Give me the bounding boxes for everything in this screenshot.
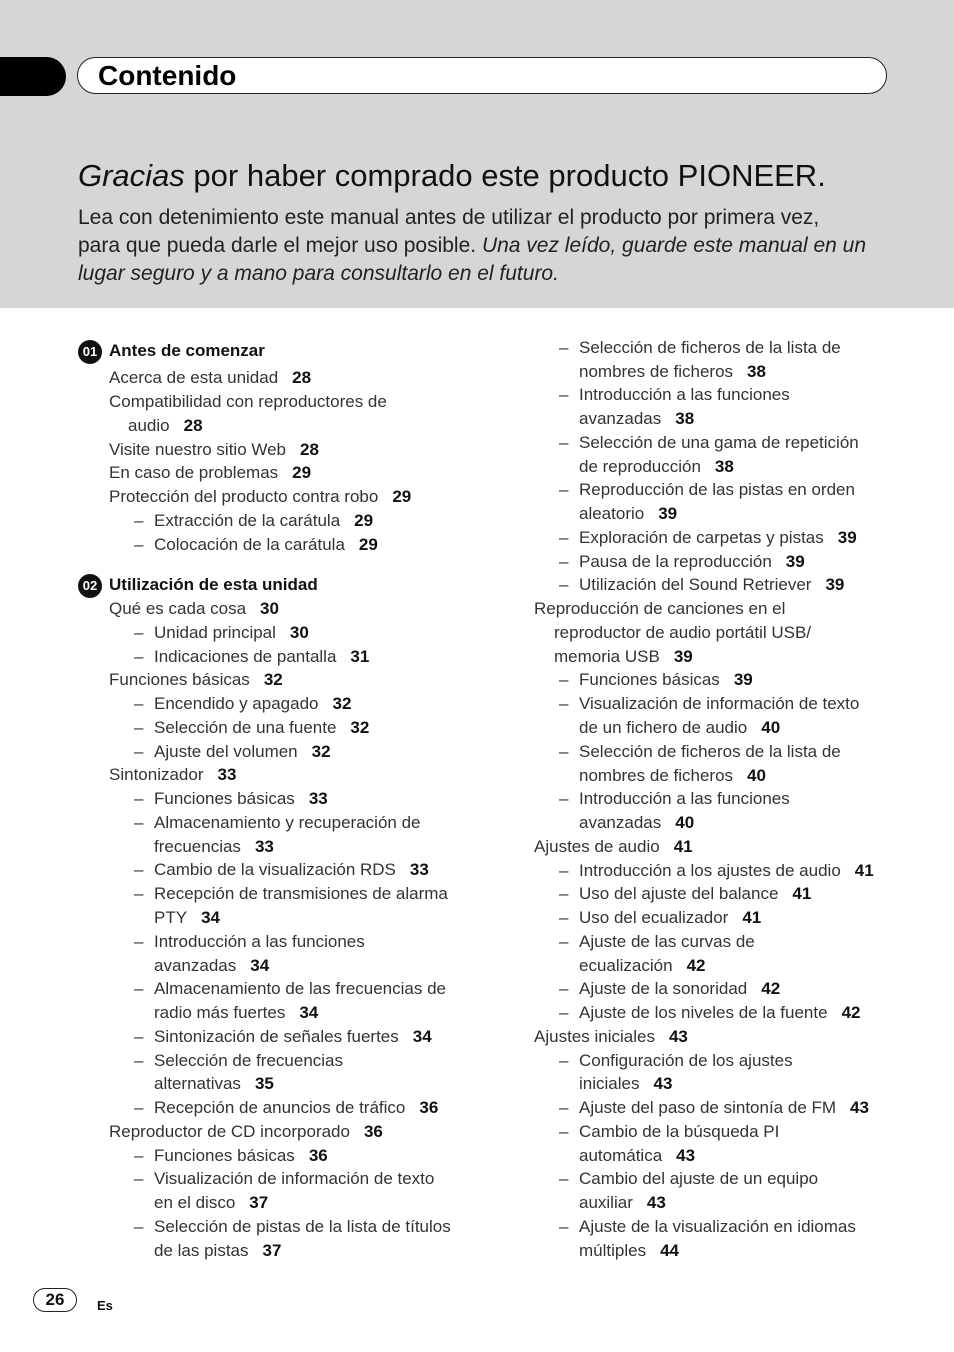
toc-left-entry[interactable] <box>109 765 236 785</box>
toc-left-entry-text: Cambio de la visualización RDS <box>154 860 396 879</box>
toc-left-entry-page: 28 <box>183 416 203 435</box>
toc-left-entry[interactable] <box>154 908 220 928</box>
toc-right-entry-page: 42 <box>761 979 781 998</box>
toc-left-entry[interactable] <box>154 511 373 531</box>
toc-right-entry-page: 38 <box>747 362 766 381</box>
toc-left-dash: – <box>134 1169 144 1188</box>
toc-left-dash: – <box>134 789 144 808</box>
toc-left-entry-page: 37 <box>249 1193 269 1212</box>
toc-left-dash: – <box>134 884 144 903</box>
toc-left-entry-page: 33 <box>254 837 274 856</box>
toc-right-entry-text: Reproducción de canciones en el <box>534 599 786 618</box>
toc-left-entry-text: Selección de frecuencias <box>154 1051 344 1070</box>
toc-right-entry-text: Ajustes iniciales <box>534 1027 655 1046</box>
title-box <box>77 57 887 94</box>
toc-right-entry-text: de reproducción <box>579 457 701 476</box>
section-heading-01: Antes de comenzar <box>109 341 265 360</box>
toc-left-dash: – <box>134 1146 144 1165</box>
toc-left-entry[interactable] <box>154 956 269 976</box>
toc-left-entry[interactable] <box>154 1169 434 1189</box>
toc-right-entry[interactable] <box>579 789 790 809</box>
toc-right-dash: – <box>559 575 569 594</box>
toc-right-entry-text: nombres de ficheros <box>579 362 734 381</box>
toc-right-entry-text: Uso del ajuste del balance <box>579 884 779 903</box>
toc-left-dash: – <box>134 1051 144 1070</box>
intro-line-1: Lea con detenimiento este manual antes de utilizar el producto por primera vez, <box>78 206 820 229</box>
toc-right-entry-text: reproductor de audio portátil USB/ <box>554 623 812 642</box>
toc-left-entry-page: 28 <box>292 368 312 387</box>
toc-right-entry-text: Exploración de carpetas y pistas <box>579 528 824 547</box>
toc-right-entry[interactable] <box>579 1169 818 1189</box>
toc-left-entry-text: frecuencias <box>154 837 241 856</box>
toc-right-entry-text: Funciones básicas <box>579 670 720 689</box>
toc-left-entry-text: Almacenamiento de las frecuencias de <box>154 979 446 998</box>
toc-right-entry-text: Reproducción de las pistas en orden <box>579 480 855 499</box>
toc-right-entry[interactable] <box>579 861 874 881</box>
toc-right-entry-text: avanzadas <box>579 813 662 832</box>
section-badge-02: 02 <box>78 574 102 598</box>
toc-right-entry-text: Ajuste de los niveles de la fuente <box>579 1003 828 1022</box>
toc-right-entry-page: 40 <box>747 766 766 785</box>
toc-right-dash: – <box>559 385 569 404</box>
toc-right-dash: – <box>559 884 569 903</box>
toc-right-dash: – <box>559 338 569 357</box>
toc-left-entry[interactable] <box>154 860 429 880</box>
toc-left-entry[interactable] <box>154 718 369 738</box>
toc-left-entry[interactable] <box>154 837 274 857</box>
toc-right-entry[interactable] <box>579 362 766 382</box>
toc-left-entry-text: PTY <box>154 908 188 927</box>
toc-left-entry-page: 30 <box>260 599 279 618</box>
intro-line-2-italic: Una vez leído, guarde este manual en un <box>481 234 867 257</box>
page-title: Contenido <box>98 60 237 91</box>
toc-left-entry[interactable] <box>154 813 420 833</box>
toc-right-entry-text: Ajuste de la visualización en idiomas <box>579 1217 856 1236</box>
toc-right-entry-text: nombres de ficheros <box>579 766 734 785</box>
toc-left-entry[interactable] <box>154 1074 274 1094</box>
toc-right-dash: – <box>559 670 569 689</box>
toc-right-entry-text: iniciales <box>579 1074 640 1093</box>
toc-left-entry[interactable] <box>154 1051 343 1071</box>
toc-left-dash: – <box>134 813 144 832</box>
toc-left-dash: – <box>134 647 144 666</box>
toc-right-dash: – <box>559 789 569 808</box>
toc-left-entry-text: audio <box>128 416 170 435</box>
toc-right-dash: – <box>559 742 569 761</box>
toc-right-dash: – <box>559 908 569 927</box>
toc-left-entry[interactable] <box>109 599 279 619</box>
toc-right-dash: – <box>559 1217 569 1236</box>
toc-left-entry[interactable] <box>154 979 446 999</box>
toc-right-entry-text: múltiples <box>579 1241 647 1260</box>
language-code: Es <box>97 1298 113 1313</box>
toc-right-entry-page: 39 <box>733 670 753 689</box>
toc-left-entry[interactable] <box>154 535 378 555</box>
toc-right-entry-page: 42 <box>686 956 706 975</box>
toc-right-entry-text: Selección de una gama de repetición <box>579 433 859 452</box>
toc-left-entry-text: Unidad principal <box>154 623 276 642</box>
toc-right-entry-page: 38 <box>675 409 695 428</box>
toc-right-entry-text: Configuración de los ajustes <box>579 1051 793 1070</box>
toc-right-dash: – <box>559 1003 569 1022</box>
toc-left-entry-page: 34 <box>201 908 220 927</box>
toc-right-entry-text: Ajuste de la sonoridad <box>579 979 748 998</box>
toc-right-entry-page: 42 <box>841 1003 861 1022</box>
toc-left-dash: – <box>134 511 144 530</box>
toc-left-entry-page: 33 <box>217 765 237 784</box>
toc-left-dash: – <box>134 718 144 737</box>
toc-right-entry[interactable] <box>534 599 785 619</box>
toc-left-entry-page: 34 <box>299 1003 319 1022</box>
toc-right-entry-page: 44 <box>660 1241 680 1260</box>
toc-right-entry[interactable] <box>579 552 805 572</box>
toc-right-entry-text: Ajustes de audio <box>534 837 660 856</box>
toc-right-entry-page: 41 <box>673 837 693 856</box>
toc-left-entry[interactable] <box>154 694 351 714</box>
toc-right-entry[interactable] <box>534 837 693 857</box>
toc-left-entry[interactable] <box>154 789 328 809</box>
toc-left-entry[interactable] <box>109 670 283 690</box>
toc-right-entry-text: Ajuste de las curvas de <box>579 932 755 951</box>
toc-left-entry-text: Acerca de esta unidad <box>109 368 279 387</box>
toc-right-entry-page: 43 <box>850 1098 869 1117</box>
toc-left-entry-text: avanzadas <box>154 956 237 975</box>
toc-right-dash: – <box>559 528 569 547</box>
toc-left-entry-text: Compatibilidad con reproductores de <box>109 392 387 411</box>
toc-left-entry[interactable] <box>154 1027 432 1047</box>
toc-left-entry-text: radio más fuertes <box>154 1003 286 1022</box>
toc-right-entry-text: Introducción a los ajustes de audio <box>579 861 841 880</box>
toc-right-entry-text: ecualización <box>579 956 673 975</box>
toc-left-entry[interactable] <box>109 463 311 483</box>
toc-right-entry[interactable] <box>579 504 677 524</box>
toc-right-entry-page: 41 <box>792 884 812 903</box>
toc-right-entry[interactable] <box>579 1074 672 1094</box>
toc-left-entry-text: Visualización de información de texto <box>154 1169 435 1188</box>
toc-left-entry-page: 35 <box>254 1074 274 1093</box>
headline <box>78 158 826 194</box>
toc-right-entry-page: 40 <box>761 718 781 737</box>
toc-right-entry[interactable] <box>579 1146 695 1166</box>
toc-right-entry[interactable] <box>579 1241 679 1261</box>
toc-left-entry-page: 29 <box>392 487 412 506</box>
toc-left-dash: – <box>134 932 144 951</box>
toc-right-entry[interactable] <box>579 742 841 762</box>
headline-rest: por haber comprado este producto PIONEER. <box>184 158 826 193</box>
toc-left-entry-page: 29 <box>354 511 374 530</box>
toc-left-entry[interactable] <box>154 1146 328 1166</box>
toc-right-entry[interactable] <box>579 1051 793 1071</box>
toc-right-entry[interactable] <box>579 718 780 738</box>
toc-right-entry[interactable] <box>579 1122 779 1142</box>
toc-right-entry[interactable] <box>579 1003 860 1023</box>
toc-right-entry-page: 41 <box>854 861 874 880</box>
toc-left-entry-page: 34 <box>412 1027 432 1046</box>
toc-left-entry-text: Indicaciones de pantalla <box>154 647 337 666</box>
toc-left-entry[interactable] <box>154 932 365 952</box>
toc-left-entry-text: Colocación de la carátula <box>154 535 345 554</box>
toc-right-entry-text: Cambio de la búsqueda PI <box>579 1122 780 1141</box>
toc-right-entry[interactable] <box>579 385 790 405</box>
toc-right-entry-text: aleatorio <box>579 504 645 523</box>
toc-right-entry[interactable] <box>579 694 859 714</box>
toc-left-entry-page: 33 <box>409 860 429 879</box>
toc-right-entry[interactable] <box>579 1098 869 1118</box>
toc-left-entry-page: 37 <box>262 1241 282 1260</box>
toc-left-entry-text: Qué es cada cosa <box>109 599 247 618</box>
toc-right-entry-text: Ajuste del paso de sintonía de FM <box>579 1098 837 1117</box>
toc-right-entry[interactable] <box>579 409 694 429</box>
toc-right-entry[interactable] <box>579 766 766 786</box>
toc-right-entry[interactable] <box>554 647 693 667</box>
toc-left-entry-page: 32 <box>311 742 331 761</box>
toc-right-entry[interactable] <box>579 480 855 500</box>
toc-left-entry[interactable] <box>154 884 448 904</box>
toc-right-entry-text: Visualización de información de texto <box>579 694 860 713</box>
toc-right-entry[interactable] <box>534 1027 688 1047</box>
toc-right-entry[interactable] <box>579 908 761 928</box>
toc-left-entry[interactable] <box>154 1217 451 1237</box>
toc-left-entry-text: alternativas <box>154 1074 241 1093</box>
toc-right-entry-page: 39 <box>785 552 805 571</box>
toc-left-entry-text: Sintonización de señales fuertes <box>154 1027 399 1046</box>
toc-right-entry-page: 38 <box>714 457 734 476</box>
toc-right-dash: – <box>559 1098 569 1117</box>
toc-left-entry[interactable] <box>109 440 319 460</box>
toc-right-entry-page: 43 <box>668 1027 688 1046</box>
toc-left-entry-page: 30 <box>289 623 309 642</box>
toc-right-dash: – <box>559 694 569 713</box>
toc-right-entry[interactable] <box>579 457 734 477</box>
toc-left-entry-text: Recepción de transmisiones de alarma <box>154 884 448 903</box>
toc-right-entry[interactable] <box>554 623 811 643</box>
toc-right-entry-text: Pausa de la reproducción <box>579 552 772 571</box>
toc-left-entry-text: En caso de problemas <box>109 463 279 482</box>
toc-left-entry[interactable] <box>154 1003 318 1023</box>
toc-left-entry-text: Almacenamiento y recuperación de <box>154 813 421 832</box>
toc-left-entry-page: 36 <box>363 1122 383 1141</box>
page-number: 26 <box>33 1288 77 1312</box>
toc-left-entry-text: Protección del producto contra robo <box>109 487 379 506</box>
toc-left-entry-text: Recepción de anuncios de tráfico <box>154 1098 406 1117</box>
headline-emphasis: Gracias <box>78 158 185 193</box>
toc-right-entry[interactable] <box>579 1217 856 1237</box>
toc-right-entry[interactable] <box>579 338 841 358</box>
toc-right-entry-text: Utilización del Sound Retriever <box>579 575 812 594</box>
toc-left-entry-text: Funciones básicas <box>109 670 250 689</box>
toc-left-entry-text: Selección de una fuente <box>154 718 337 737</box>
toc-right-dash: – <box>559 1051 569 1070</box>
toc-left-entry-text: Funciones básicas <box>154 789 295 808</box>
toc-right-entry[interactable] <box>579 575 844 595</box>
intro-line-3: lugar seguro y a mano para consultarlo en el futuro. <box>78 262 559 285</box>
toc-right-dash: – <box>559 932 569 951</box>
toc-left-dash: – <box>134 1027 144 1046</box>
toc-left-entry-page: 32 <box>332 694 352 713</box>
intro-line-2: para que pueda darle el mejor uso posible. <box>78 234 482 257</box>
toc-right-entry[interactable] <box>579 813 694 833</box>
toc-left-dash: – <box>134 535 144 554</box>
toc-left-entry-text: Extracción de la carátula <box>154 511 341 530</box>
toc-right-entry-page: 39 <box>673 647 693 666</box>
toc-right-entry[interactable] <box>579 932 755 952</box>
toc-left-entry[interactable] <box>154 623 309 643</box>
toc-left-dash: – <box>134 979 144 998</box>
toc-right-entry-text: Uso del ecualizador <box>579 908 729 927</box>
toc-left-entry-page: 33 <box>308 789 328 808</box>
toc-left-entry[interactable] <box>154 1241 281 1261</box>
toc-left-entry[interactable] <box>109 487 411 507</box>
toc-right-entry-page: 43 <box>646 1193 666 1212</box>
toc-right-entry[interactable] <box>579 956 705 976</box>
toc-right-entry-text: memoria USB <box>554 647 660 666</box>
toc-left-entry-page: 36 <box>419 1098 439 1117</box>
section-badge-01: 01 <box>78 340 102 364</box>
intro-paragraph <box>78 204 908 288</box>
toc-right-entry-page: 40 <box>675 813 695 832</box>
toc-right-entry-text: Cambio del ajuste de un equipo <box>579 1169 819 1188</box>
toc-left-entry-text: Visite nuestro sitio Web <box>109 440 287 459</box>
toc-left-entry-page: 36 <box>308 1146 328 1165</box>
toc-right-entry-text: auxiliar <box>579 1193 633 1212</box>
toc-right-entry-page: 43 <box>676 1146 696 1165</box>
toc-left-entry-text: Introducción a las funciones <box>154 932 365 951</box>
toc-left-dash: – <box>134 623 144 642</box>
toc-right-entry-text: Selección de ficheros de la lista de <box>579 742 841 761</box>
toc-left-dash: – <box>134 1098 144 1117</box>
toc-left-entry-text: en el disco <box>154 1193 236 1212</box>
toc-left-entry-text: Ajuste del volumen <box>154 742 298 761</box>
toc-right-entry[interactable] <box>579 884 811 904</box>
toc-left-dash: – <box>134 694 144 713</box>
toc-right-dash: – <box>559 433 569 452</box>
toc-right-entry[interactable] <box>579 979 780 999</box>
toc-right-entry[interactable] <box>579 528 857 548</box>
toc-right-entry[interactable] <box>579 670 753 690</box>
toc-right-entry-text: automática <box>579 1146 663 1165</box>
toc-left-entry-text: Encendido y apagado <box>154 694 319 713</box>
toc-left-entry-page: 34 <box>250 956 270 975</box>
toc-left-dash: – <box>134 1217 144 1236</box>
toc-left-entry[interactable] <box>154 1098 438 1118</box>
toc-left-entry-text: Funciones básicas <box>154 1146 295 1165</box>
toc-left-entry-text: de las pistas <box>154 1241 249 1260</box>
toc-right-dash: – <box>559 861 569 880</box>
toc-left-entry[interactable] <box>128 416 203 436</box>
toc-right-entry-text: avanzadas <box>579 409 662 428</box>
toc-left-entry-text: Selección de pistas de la lista de títulos <box>154 1217 451 1236</box>
toc-right-dash: – <box>559 480 569 499</box>
toc-right-entry[interactable] <box>579 433 859 453</box>
toc-left-entry-page: 32 <box>263 670 283 689</box>
toc-left-entry-page: 28 <box>300 440 319 459</box>
toc-right-entry-text: de un fichero de audio <box>579 718 748 737</box>
toc-right-entry-text: Introducción a las funciones <box>579 385 790 404</box>
toc-left-entry-page: 29 <box>292 463 312 482</box>
toc-left-entry[interactable] <box>109 1122 383 1142</box>
toc-right-dash: – <box>559 979 569 998</box>
toc-left-entry-page: 32 <box>350 718 370 737</box>
toc-right-entry-page: 39 <box>837 528 857 547</box>
toc-right-entry-page: 41 <box>742 908 762 927</box>
toc-left-dash: – <box>134 742 144 761</box>
toc-right-entry[interactable] <box>579 1193 666 1213</box>
toc-left-entry-page: 29 <box>358 535 378 554</box>
toc-left-entry-text: Sintonizador <box>109 765 204 784</box>
toc-right-dash: – <box>559 1169 569 1188</box>
toc-left-entry[interactable] <box>154 647 369 667</box>
toc-right-entry-text: Introducción a las funciones <box>579 789 790 808</box>
toc-right-entry-page: 43 <box>653 1074 673 1093</box>
toc-left-entry[interactable] <box>154 1193 268 1213</box>
toc-left-entry[interactable] <box>109 392 387 412</box>
toc-left-entry-page: 31 <box>350 647 370 666</box>
toc-right-dash: – <box>559 552 569 571</box>
toc-right-entry-page: 39 <box>825 575 845 594</box>
toc-right-entry-text: Selección de ficheros de la lista de <box>579 338 841 357</box>
toc-right-entry-page: 39 <box>658 504 678 523</box>
toc-left-dash: – <box>134 860 144 879</box>
toc-right-dash: – <box>559 1122 569 1141</box>
toc-left-entry[interactable] <box>109 368 311 388</box>
section-tab-marker <box>0 57 66 96</box>
toc-left-entry-text: Reproductor de CD incorporado <box>109 1122 350 1141</box>
section-heading-02: Utilización de esta unidad <box>109 575 318 594</box>
toc-left-entry[interactable] <box>154 742 331 762</box>
